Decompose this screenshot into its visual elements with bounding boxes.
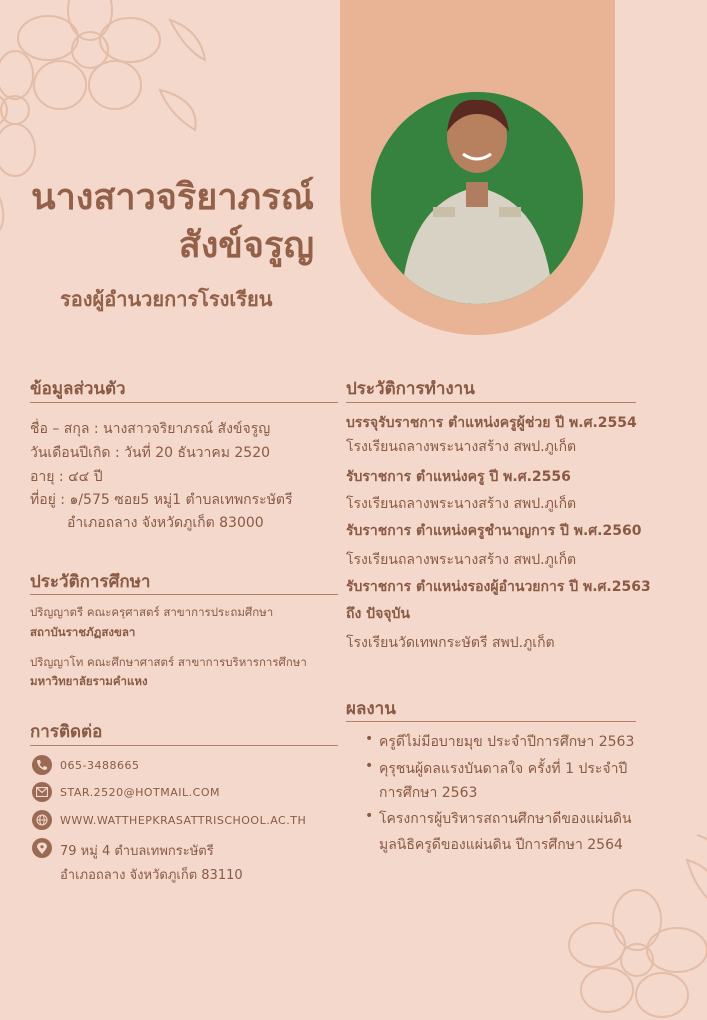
work-role-1: บรรจุรับราชการ ตำแหน่งครูผู้ช่วย ปี พ.ศ.2554 bbox=[346, 415, 637, 431]
contact-website[interactable]: WWW.WATTHEPKRASATTRISCHOOL.AC.TH bbox=[60, 814, 307, 827]
contact-address-line1: 79 หมู่ 4 ตำบลเทพกระษัตรี bbox=[60, 844, 214, 859]
personal-address-line2: อำเภอถลาง จังหวัดภูเก็ต 83000 bbox=[67, 515, 264, 531]
work-role-4: รับราชการ ตำแหน่งรองผู้อำนวยการ ปี พ.ศ.2563 bbox=[346, 579, 651, 595]
phone-icon bbox=[32, 755, 52, 775]
work-place-4: โรงเรียนวัดเทพกระษัตรี สพป.ภูเก็ต bbox=[346, 635, 555, 651]
award-3-line2: มูลนิธิครูดีของแผ่นดิน ปีการศึกษา 2564 bbox=[379, 837, 623, 853]
full-name-first: นางสาวจริยาภรณ์ bbox=[30, 177, 314, 218]
work-role-4-continued: ถึง ปัจจุบัน bbox=[346, 606, 410, 622]
location-icon bbox=[32, 838, 52, 858]
awards-divider bbox=[346, 721, 636, 722]
personal-birthdate: วันเดือนปีเกิด : วันที่ 20 ธันวาคม 2520 bbox=[30, 445, 271, 461]
education-degree-2: ปริญญาโท คณะศึกษาศาสตร์ สาขาการบริหารการศึกษา bbox=[30, 655, 307, 669]
education-school-2: มหาวิทยาลัยรามคำแหง bbox=[30, 674, 148, 688]
email-icon bbox=[32, 782, 52, 802]
contact-address-line2: อำเภอถลาง จังหวัดภูเก็ต 83110 bbox=[60, 868, 243, 883]
globe-icon bbox=[32, 810, 52, 830]
job-position: รองผู้อำนวยการโรงเรียน bbox=[60, 287, 273, 311]
personal-name: ชื่อ – สกุล : นางสาวจริยาภรณ์ สังข์จรูญ bbox=[30, 421, 271, 437]
award-1-line1: ครูดีไม่มีอบายมุข ประจำปีการศึกษา 2563 bbox=[379, 734, 635, 750]
work-role-3: รับราชการ ตำแหน่งครูชำนาญการ ปี พ.ศ.2560 bbox=[346, 523, 642, 539]
personal-age: อายุ : ๔๔ ปี bbox=[30, 469, 103, 485]
work-history-title: ประวัติการทำงาน bbox=[346, 379, 475, 399]
award-3-line1: โครงการผู้บริหารสถานศึกษาดีของแผ่นดิน bbox=[379, 811, 632, 827]
personal-address-line1: ที่อยู่ : ๑/575 ซอย5 หมู่1 ตำบลเทพกระษัตรี bbox=[30, 492, 293, 508]
personal-info-divider bbox=[30, 402, 338, 403]
work-place-3: โรงเรียนถลางพระนางสร้าง สพป.ภูเก็ต bbox=[346, 552, 577, 568]
award-bullet-3: • bbox=[365, 808, 374, 824]
personal-info-title: ข้อมูลส่วนตัว bbox=[30, 379, 126, 399]
contact-title: การติดต่อ bbox=[30, 722, 103, 742]
work-history-divider bbox=[346, 402, 636, 403]
contact-divider bbox=[30, 745, 338, 746]
education-school-1: สถาบันราชภัฏสงขลา bbox=[30, 625, 136, 639]
award-2-line2: การศึกษา 2563 bbox=[379, 785, 478, 801]
award-2-line1: คุรุชนผู้ดลแรงบันดาลใจ ครั้งที่ 1 ประจำปี bbox=[379, 761, 628, 777]
full-name-last: สังข์จรูญ bbox=[178, 225, 314, 266]
work-role-2: รับราชการ ตำแหน่งครู ปี พ.ศ.2556 bbox=[346, 469, 571, 485]
work-place-2: โรงเรียนถลางพระนางสร้าง สพป.ภูเก็ต bbox=[346, 496, 577, 512]
award-bullet-2: • bbox=[365, 758, 374, 774]
profile-photo bbox=[371, 92, 583, 304]
contact-phone[interactable]: 065-3488665 bbox=[60, 759, 140, 772]
award-bullet-1: • bbox=[365, 731, 374, 747]
work-place-1: โรงเรียนถลางพระนางสร้าง สพป.ภูเก็ต bbox=[346, 439, 577, 455]
education-divider bbox=[30, 594, 338, 595]
contact-email[interactable]: STAR.2520@HOTMAIL.COM bbox=[60, 786, 220, 799]
education-degree-1: ปริญญาตรี คณะครุศาสตร์ สาขาการประถมศึกษา bbox=[30, 605, 274, 619]
education-title: ประวัติการศึกษา bbox=[30, 572, 151, 592]
awards-title: ผลงาน bbox=[346, 699, 396, 719]
